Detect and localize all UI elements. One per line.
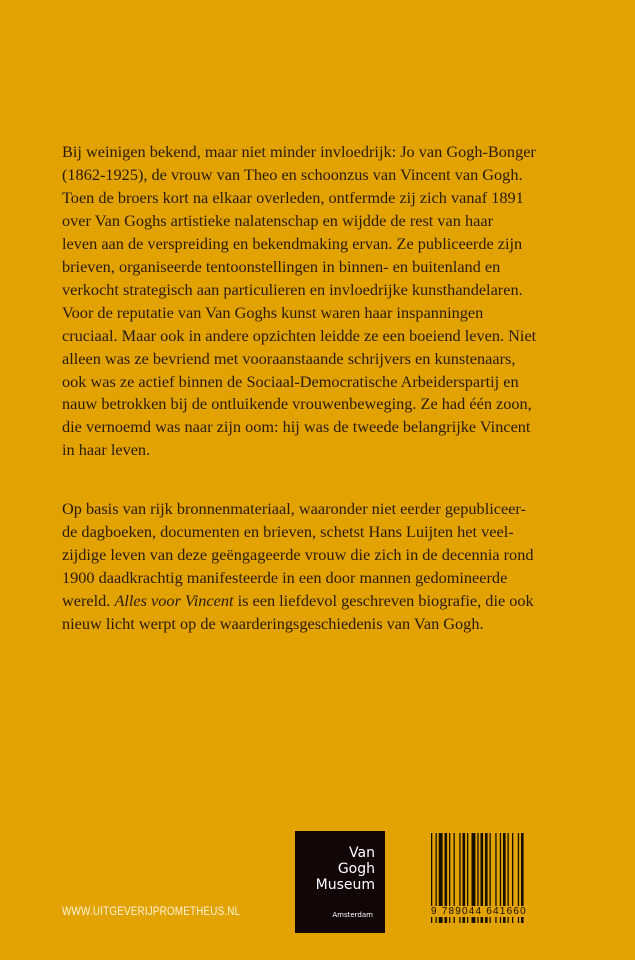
text-fragment: wereld. <box>62 590 115 610</box>
text-line: Bij weinigen bekend, maar niet minder invloedrijk: Jo van Gogh-Bonger <box>62 142 536 161</box>
text-line: (1862-1925), de vrouw van Theo en schoonzus van Vincent van Gogh. <box>62 164 523 184</box>
text-line: de dagboeken, documenten en brieven, schetst Hans Luijten het veel- <box>62 521 514 541</box>
text-line: Toen de broers kort na elkaar overleden, ontfermde zij zich vanaf 1891 <box>62 187 524 207</box>
text-line: over Van Goghs artistieke nalatenschap en wijdde de rest van haar <box>62 210 493 230</box>
logo-line: Museum <box>315 877 375 893</box>
logo-city: Amsterdam <box>332 911 373 919</box>
text-line: cruciaal. Maar ook in andere opzichten leidde ze een boeiend leven. Niet <box>62 325 537 345</box>
book-title: Alles voor Vincent <box>114 590 234 610</box>
text-line <box>62 590 592 613</box>
van-gogh-museum-logo <box>295 831 385 933</box>
text-line: in haar leven. <box>62 440 151 460</box>
logo-line: Van <box>349 845 375 861</box>
blurb-paragraph-2 <box>62 498 592 636</box>
text-line: Voor de reputatie van Van Goghs kunst waren haar inspanningen <box>62 302 484 322</box>
blurb-paragraph-1 <box>62 141 592 462</box>
text-line: nieuw licht werpt op de waarderingsgeschiedenis van Van Gogh. <box>62 613 484 633</box>
publisher-url: WWW.UITGEVERIJPROMETHEUS.NL <box>62 906 241 918</box>
text-line: Op basis van rijk bronnenmateriaal, waaronder niet eerder gepubliceer- <box>62 499 526 518</box>
logo-line: Gogh <box>337 861 375 877</box>
text-fragment: is een liefdevol geschreven biografie, die ook <box>233 590 534 610</box>
text-line: nauw betrokken bij de ontluikende vrouwenbeweging. Ze had één zoon, <box>62 394 532 414</box>
text-line: verkocht strategisch aan particulieren en invloedrijke kunsthandelaren. <box>62 279 523 299</box>
logo-name <box>316 845 375 893</box>
text-line: brieven, organiseerde tentoonstellingen in binnen- en buitenland en <box>62 256 501 276</box>
text-line: ook was ze actief binnen de Sociaal-Democratische Arbeiderspartij en <box>62 371 519 391</box>
text-line: alleen was ze bevriend met vooraanstaande schrijvers en kunstenaars, <box>62 348 516 368</box>
text-line: die vernoemd was naar zijn oom: hij was de tweede belangrijke Vincent <box>62 417 531 437</box>
text-line: 1900 daadkrachtig manifesteerde in een door mannen gedomineerde <box>62 567 508 587</box>
text-line: zijdige leven van deze geëngageerde vrouw die zich in de decennia rond <box>62 544 534 564</box>
isbn-number: 9 789044 641660 <box>431 906 548 917</box>
text-line: leven aan de verspreiding en bekendmaking ervan. Ze publiceerde zijn <box>62 233 523 253</box>
